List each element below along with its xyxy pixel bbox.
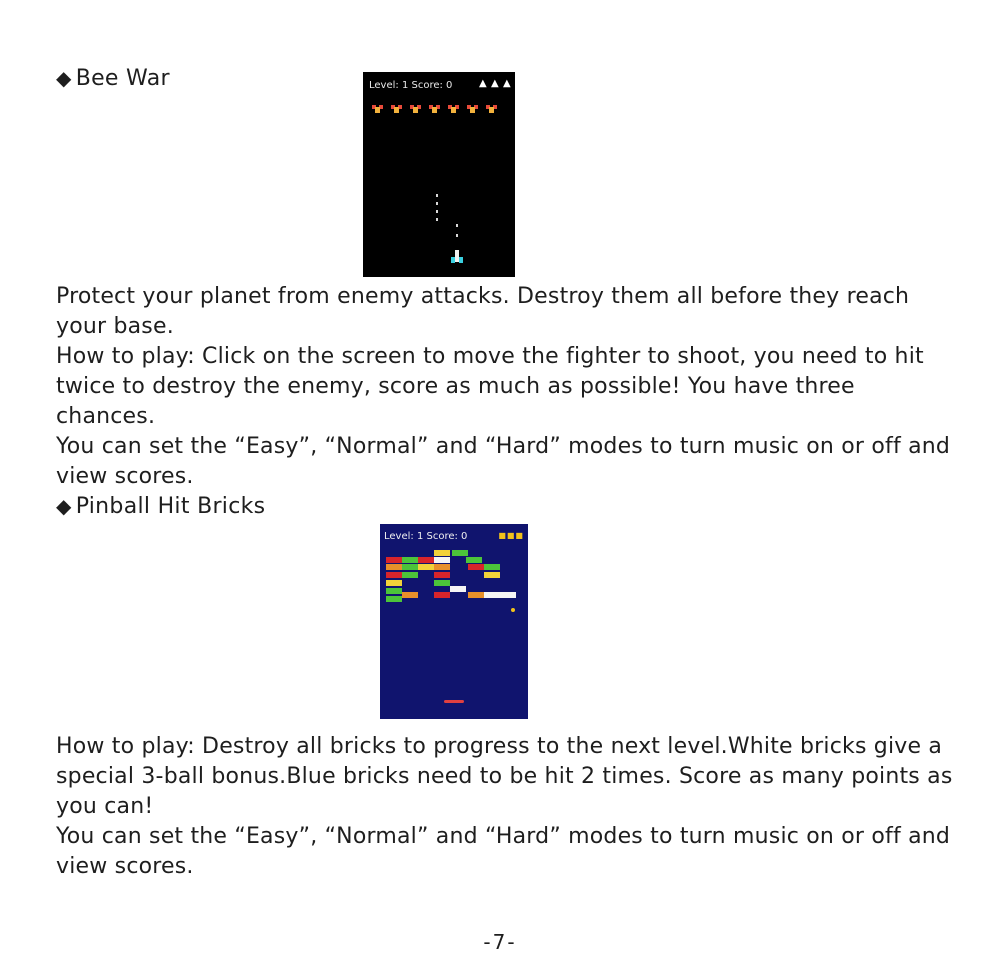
brick-green [386,588,402,594]
brick-green [402,572,418,578]
paddle [444,700,464,703]
brick-red [386,572,402,578]
bee-war-screenshot [363,72,515,277]
bee-war-intro: Protect your planet from enemy attacks. Destroy them all before they reach your base. [56,284,910,339]
diamond-bullet-icon: ◆ [56,66,72,90]
brick-orange [434,564,450,570]
bee-war-title: Bee War [75,66,170,91]
pinball-modes: You can set the “Easy”, “Normal” and “Hard” modes to turn music on or off and view scores. [56,824,951,879]
enemy-bee-icon [372,105,383,114]
brick-white [500,592,516,598]
brick-white [484,592,500,598]
brick-red [434,572,450,578]
brick-yellow [418,564,434,570]
brick-orange [402,592,418,598]
bullet-shot [436,218,438,221]
bee-war-modes: You can set the “Easy”, “Normal” and “Hard” modes to turn music on or off and view scores. [56,434,951,489]
brick-yellow [484,572,500,578]
enemy-bee-icon [486,105,497,114]
brick-green [452,550,468,556]
brick-orange [386,564,402,570]
pinball-title: Pinball Hit Bricks [75,494,266,519]
page-number: -7- [483,930,517,954]
enemy-bee-icon [448,105,459,114]
brick-yellow [386,580,402,586]
brick-green [402,557,418,563]
brick-green [466,557,482,563]
brick-green [386,596,402,602]
brick-green [434,580,450,586]
bullet-shot [436,210,438,213]
brick-green [402,564,418,570]
bee-war-description [56,282,956,492]
lives-dots-icon: ■■■ [498,531,524,540]
brick-red [418,557,434,563]
ball [511,608,515,612]
enemy-bee-icon [429,105,440,114]
life-fighter-icon: ▲ [491,78,499,89]
bee-war-heading [56,63,170,94]
enemy-bee-icon [391,105,402,114]
brick-red [468,564,484,570]
pinball-screenshot [380,524,528,719]
brick-red [386,557,402,563]
pinball-hud: Level: 1 Score: 0 [384,531,468,542]
bullet-shot [436,194,438,197]
player-fighter-icon [451,250,463,264]
pinball-how-to-play: How to play: Destroy all bricks to progress to the next level.White bricks give a special 3-ball bonus.Blue bricks need to be hit 2 times. Score as many points as you can! [56,734,953,819]
brick-red [434,592,450,598]
bee-war-hud: Level: 1 Score: 0 [369,80,453,91]
brick-green [484,564,500,570]
brick-orange [468,592,484,598]
bullet-shot [456,234,458,237]
life-fighter-icon: ▲ [503,78,511,89]
enemy-bee-icon [467,105,478,114]
brick-white [434,557,450,563]
enemy-bee-icon [410,105,421,114]
bullet-shot [456,224,458,227]
pinball-description [56,732,956,882]
life-fighter-icon: ▲ [479,78,487,89]
bee-war-how-to-play: How to play: Click on the screen to move the fighter to shoot, you need to hit twice to destroy the enemy, score as much as possible! You have three chances. [56,344,924,429]
brick-yellow [434,550,450,556]
diamond-bullet-icon: ◆ [56,494,72,518]
bullet-shot [436,202,438,205]
brick-white [450,586,466,592]
pinball-heading [56,491,265,522]
